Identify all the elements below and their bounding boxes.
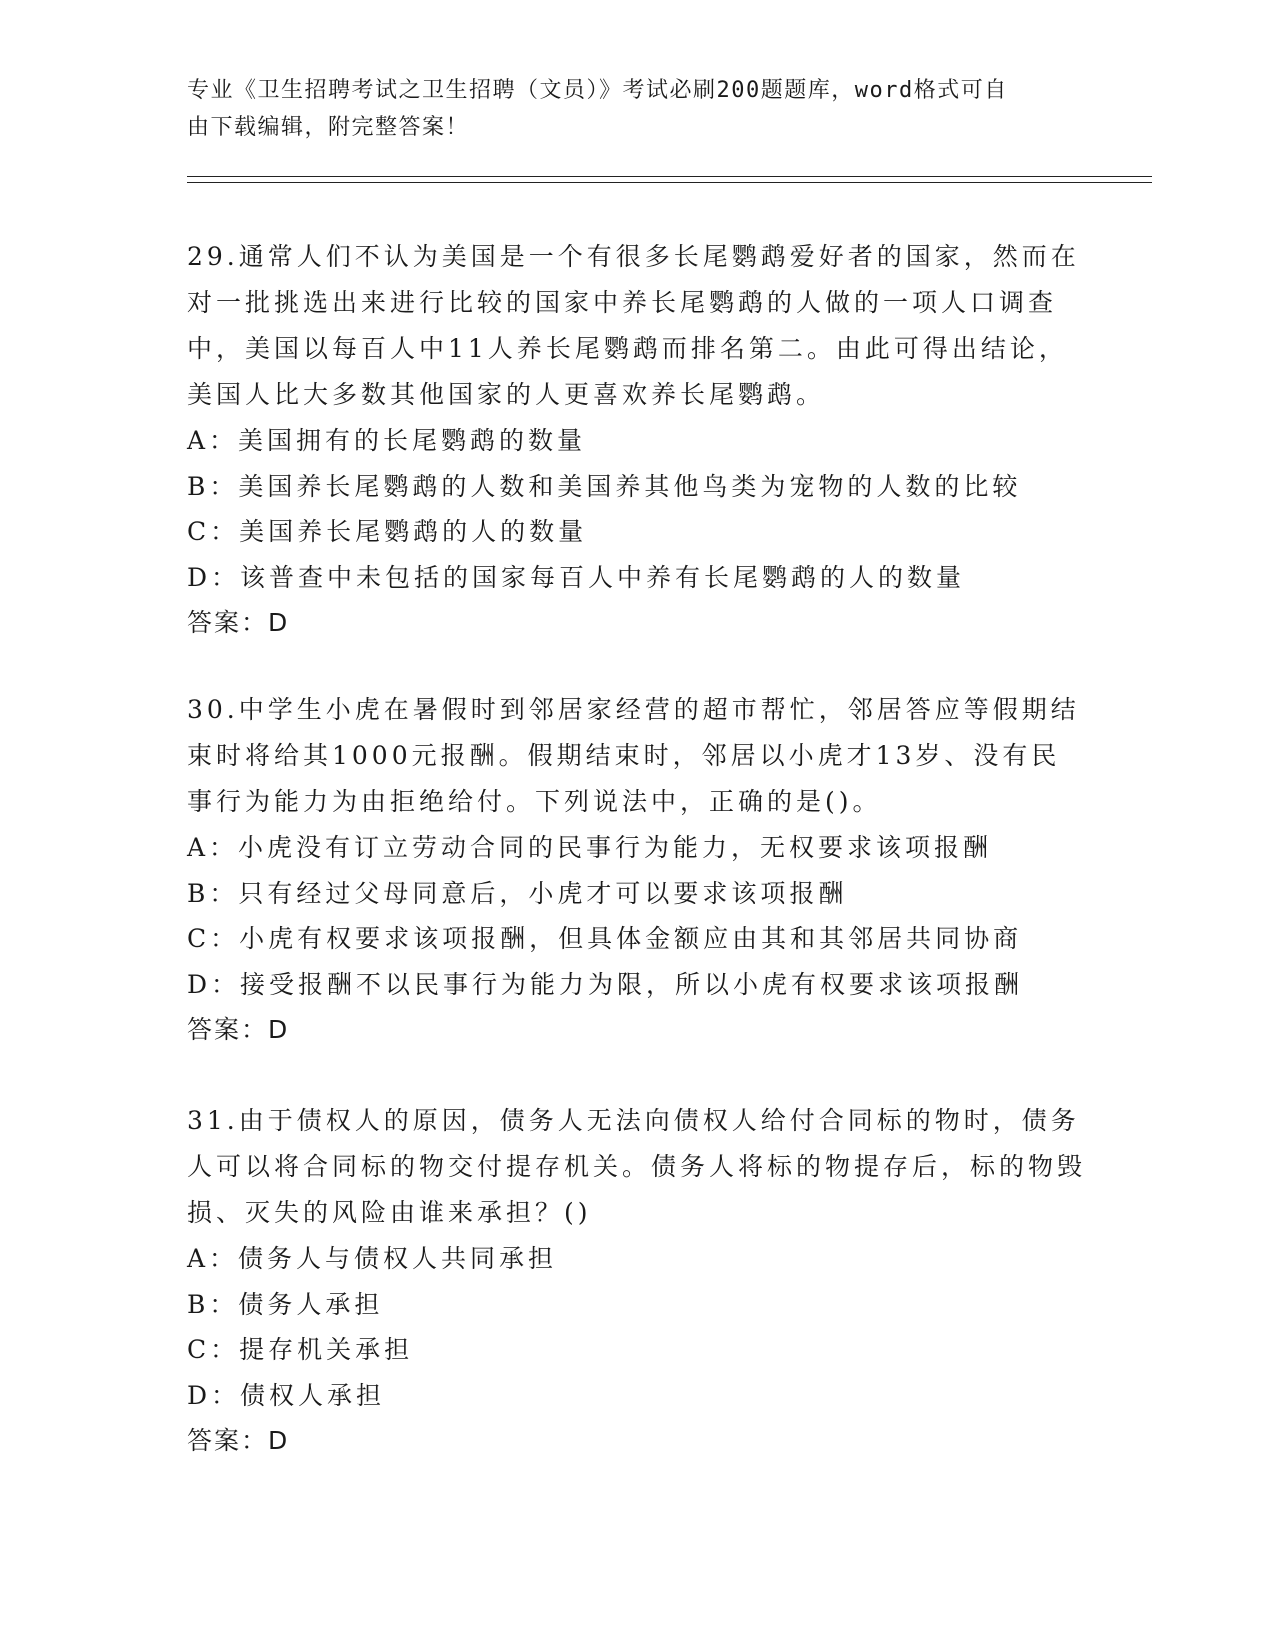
option-d: D：接受报酬不以民事行为能力为限，所以小虎有权要求该项报酬 xyxy=(187,969,1024,999)
option-b: B：只有经过父母同意后，小虎才可以要求该项报酬 xyxy=(187,878,848,908)
option-b: B：美国养长尾鹦鹉的人数和美国养其他鸟类为宠物的人数的比较 xyxy=(187,471,1022,501)
answer: 答案：D xyxy=(187,608,290,637)
question-stem: 31.由于债权人的原因，债务人无法向债权人给付合同标的物时，债务人可以将合同标的物交付提存机关。债务人将标的物提存后，标的物毁损、灭失的风险由谁来承担？() xyxy=(187,1106,1087,1227)
option-c: C：小虎有权要求该项报酬，但具体金额应由其和其邻居共同协商 xyxy=(187,924,1023,953)
option-d: D：债权人承担 xyxy=(187,1380,386,1410)
question-stem: 29.通常人们不认为美国是一个有很多长尾鹦鹉爱好者的国家，然而在对一批挑选出来进行比较的国家中养长尾鹦鹉的人做的一项人口调查中，美国以每百人中11人养长尾鹦鹉而排名第二。由此可得出结论，美国人比大多数其他国家的人更喜欢养长尾鹦鹉。 xyxy=(187,242,1080,409)
option-c: C：提存机关承担 xyxy=(187,1335,414,1364)
option-c: C：美国养长尾鹦鹉的人的数量 xyxy=(187,517,588,546)
answer: 答案：D xyxy=(187,1426,290,1455)
question-31 xyxy=(187,1098,1087,1464)
option-a: A：债务人与债权人共同承担 xyxy=(187,1244,558,1273)
answer: 答案：D xyxy=(187,1015,290,1044)
question-stem: 30.中学生小虎在暑假时到邻居家经营的超市帮忙，邻居答应等假期结束时将给其1000元报酬。假期结束时，邻居以小虎才13岁、没有民事行为能力为由拒绝给付。下列说法中，正确的是()。 xyxy=(187,695,1080,816)
header-note-line-2: 由下载编辑，附完整答案！ xyxy=(187,115,470,140)
option-d: D：该普查中未包括的国家每百人中养有长尾鹦鹉的人的数量 xyxy=(187,562,966,592)
option-a: A：美国拥有的长尾鹦鹉的数量 xyxy=(187,426,587,455)
option-b: B：债务人承担 xyxy=(187,1289,384,1319)
option-a: A：小虎没有订立劳动合同的民事行为能力，无权要求该项报酬 xyxy=(187,833,993,862)
question-29 xyxy=(187,234,1087,646)
header-note xyxy=(187,72,1067,146)
question-30 xyxy=(187,687,1087,1053)
header-divider-bottom xyxy=(187,182,1152,183)
header-divider-top xyxy=(187,176,1152,177)
header-note-line-1: 专业《卫生招聘考试之卫生招聘（文员）》考试必刷200题题库，word格式可自 xyxy=(187,78,1008,103)
